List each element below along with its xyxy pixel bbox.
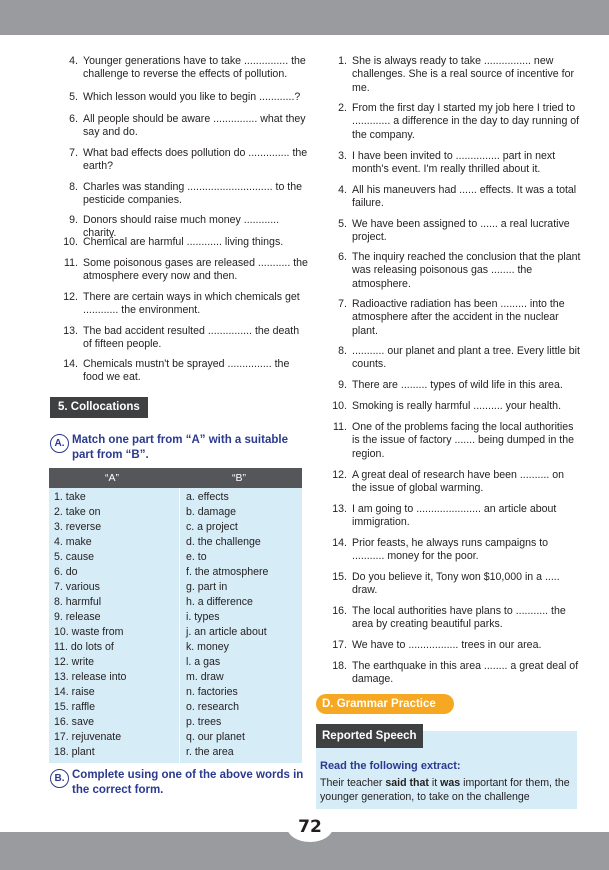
table-cell: i. types bbox=[186, 611, 220, 623]
instruction-a bbox=[50, 433, 308, 463]
table-cell: 11. do lots of bbox=[54, 641, 114, 653]
table-cell: 7. various bbox=[54, 581, 100, 593]
list-item: 9. Donors should raise much money ............ charity. bbox=[69, 214, 280, 240]
grammar-practice-label: D. Grammar Practice bbox=[316, 694, 454, 714]
list-item: 15. Do you believe it, Tony won $10,000 in a ..... draw. bbox=[332, 571, 560, 597]
table-cell: m. draw bbox=[186, 671, 224, 683]
table-cell: 14. raise bbox=[54, 686, 95, 698]
table-cell: c. a project bbox=[186, 521, 238, 533]
list-item: 18. The earthquake in this area ........ a great deal of damage. bbox=[332, 660, 579, 686]
table-header bbox=[49, 468, 302, 488]
list-item: 6. The inquiry reached the conclusion that the plant was releasing poisonous gas ........ the atmosphere. bbox=[338, 251, 581, 290]
list-item: 10. Chemical are harmful ............ living things. bbox=[63, 236, 284, 248]
list-item: 11. One of the problems facing the local authorities is the issue of factory ....... being dumped in the region. bbox=[333, 421, 575, 460]
table-cell: 5. cause bbox=[54, 551, 95, 563]
column-b bbox=[186, 490, 268, 760]
list-item: 5. We have been assigned to ...... a real lucrative project. bbox=[338, 218, 570, 244]
list-item: 8. Charles was standing ............................. to the pesticide companies. bbox=[69, 181, 303, 207]
list-item: 2. From the first day I started my job here I tried to ............. a difference in the day to day running of the company. bbox=[338, 102, 580, 141]
read-instruction: Read the following extract: bbox=[320, 760, 461, 772]
instruction-b bbox=[50, 768, 308, 798]
list-item: 4. Younger generations have to take ............... the challenge to reverse the effects of pollution. bbox=[69, 55, 306, 81]
table-cell: h. a difference bbox=[186, 596, 253, 608]
table-cell: p. trees bbox=[186, 716, 222, 728]
page-number: 72 bbox=[287, 812, 333, 842]
list-item: 16. The local authorities have plans to ........... the area by creating beautiful parks. bbox=[332, 605, 566, 631]
table-cell: g. part in bbox=[186, 581, 228, 593]
table-cell: 9. release bbox=[54, 611, 101, 623]
list-item: 3. I have been invited to ............... part in next month's event. I'm really thrilled about it. bbox=[338, 150, 556, 176]
table-cell: 17. rejuvenate bbox=[54, 731, 122, 743]
table-cell: 15. raffle bbox=[54, 701, 96, 713]
list-item: 4. All his maneuvers had ...... effects. It was a total failure. bbox=[338, 184, 577, 210]
reported-speech-label: Reported Speech bbox=[316, 724, 423, 748]
table-cell: 2. take on bbox=[54, 506, 101, 518]
table-cell: b. damage bbox=[186, 506, 237, 518]
top-band bbox=[0, 0, 609, 35]
list-item: 17. We have to ................. trees in our area. bbox=[332, 639, 542, 651]
left-question-list bbox=[50, 55, 308, 388]
badge-b: B. bbox=[50, 769, 69, 788]
table-cell: 8. harmful bbox=[54, 596, 102, 608]
list-item: 7. What bad effects does pollution do .............. the earth? bbox=[69, 147, 308, 173]
table-cell: n. factories bbox=[186, 686, 238, 698]
table-cell: 6. do bbox=[54, 566, 78, 578]
table-cell: 10. waste from bbox=[54, 626, 124, 638]
list-item: 10. Smoking is really harmful .......... your health. bbox=[332, 400, 562, 412]
list-item: 13. The bad accident resulted ............... the death of fifteen people. bbox=[63, 325, 300, 351]
table-cell: 16. save bbox=[54, 716, 95, 728]
table-cell: a. effects bbox=[186, 491, 229, 503]
list-item: 14. Prior feasts, he always runs campaigns to ........... money for the poor. bbox=[332, 537, 549, 563]
table-cell: l. a gas bbox=[186, 656, 221, 668]
table-cell: 1. take bbox=[54, 491, 86, 503]
extract-bold: said that bbox=[385, 777, 429, 789]
badge-a: A. bbox=[50, 434, 69, 453]
table-cell: k. money bbox=[186, 641, 229, 653]
table-cell: o. research bbox=[186, 701, 239, 713]
list-item: 12. There are certain ways in which chemicals get ............ the environment. bbox=[63, 291, 300, 317]
reported-extract: Their teacher said that it was important for them, the younger generation, to take on the challenge bbox=[320, 777, 570, 803]
list-item: 1. She is always ready to take ................ new challenges. She is a real source of incentive for me. bbox=[338, 55, 575, 94]
instruction-b-text: Complete using one of the above words in the correct form. bbox=[72, 769, 304, 796]
table-cell: f. the atmosphere bbox=[186, 566, 269, 578]
list-item: 13. I am going to ...................... an article about immigration. bbox=[332, 503, 557, 529]
table-cell: q. our planet bbox=[186, 731, 245, 743]
list-item: 5. Which lesson would you like to begin ............? bbox=[69, 91, 301, 103]
header-a: “A” bbox=[105, 472, 119, 484]
right-question-list bbox=[319, 55, 581, 690]
table-cell: e. to bbox=[186, 551, 207, 563]
table-cell: r. the area bbox=[186, 746, 234, 758]
table-cell: 13. release into bbox=[54, 671, 127, 683]
instruction-a-text: Match one part from “A” with a suitable part from “B”. bbox=[72, 434, 288, 461]
column-a bbox=[54, 490, 126, 760]
list-item: 12. A great deal of research have been .......... on the issue of global warming. bbox=[332, 469, 565, 495]
header-b: “B” bbox=[232, 472, 246, 484]
list-item: 8. ........... our planet and plant a tree. Every little bit counts. bbox=[338, 345, 580, 371]
table-cell: d. the challenge bbox=[186, 536, 261, 548]
table-cell: j. an article about bbox=[186, 626, 267, 638]
table-cell: 4. make bbox=[54, 536, 92, 548]
list-item: 11. Some poisonous gases are released ........... the atmosphere every now and then. bbox=[64, 257, 308, 283]
table-cell: 18. plant bbox=[54, 746, 95, 758]
collocations-section-label: 5. Collocations bbox=[50, 397, 148, 418]
collocations-table bbox=[49, 468, 302, 763]
table-cell: 3. reverse bbox=[54, 521, 102, 533]
list-item: 7. Radioactive radiation has been ......... into the atmosphere after the accident in the nuclear plant. bbox=[338, 298, 565, 337]
extract-bold: was bbox=[440, 777, 461, 789]
table-cell: 12. write bbox=[54, 656, 95, 668]
list-item: 9. There are ......... types of wild life in this area. bbox=[338, 379, 563, 391]
list-item: 14. Chemicals mustn't be sprayed ............... the food we eat. bbox=[63, 358, 290, 384]
table-divider bbox=[179, 488, 180, 763]
list-item: 6. All people should be aware ............... what they say and do. bbox=[69, 113, 306, 139]
